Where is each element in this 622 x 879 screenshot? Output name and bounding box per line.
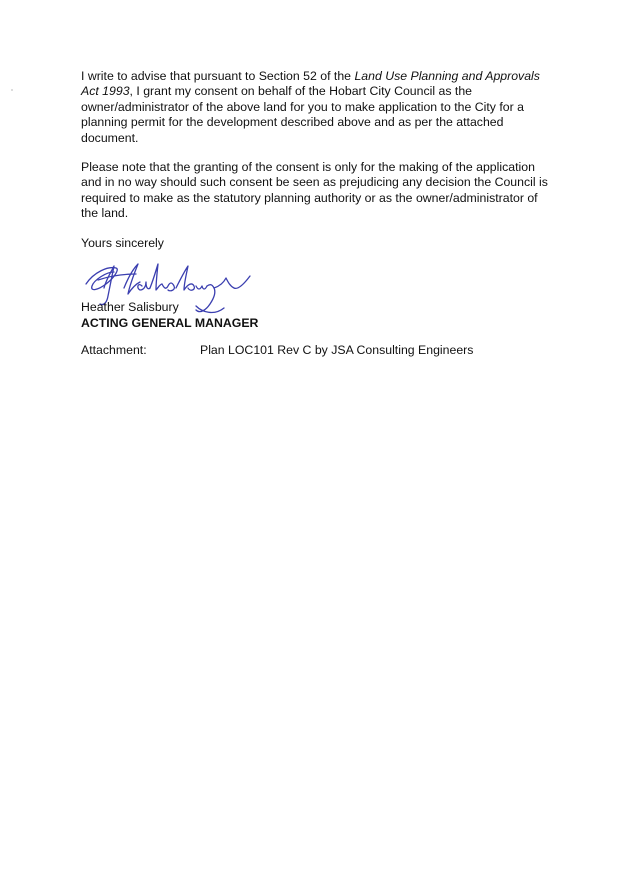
- signer-name: Heather Salisbury: [81, 300, 179, 314]
- attachment-label: Attachment:: [81, 343, 147, 357]
- signer-title: ACTING GENERAL MANAGER: [81, 316, 259, 330]
- note-paragraph: Please note that the granting of the consent is only for the making of the application and in no way should such consent be seen as prejudicing any decision the Council is required to make as the statutory planning authority or as the owner/administrator of the land.: [81, 160, 548, 221]
- consent-text-end: , I grant my consent on behalf of the Hobart City Council as the owner/administrator of the above land for you to make application to the City for a planning permit for the development described above and as per the attached document.: [81, 84, 524, 145]
- attachment-value: Plan LOC101 Rev C by JSA Consulting Engineers: [200, 343, 474, 357]
- scan-speck: [11, 89, 13, 91]
- act-title: Land Use Planning and Approvals Act 1993: [81, 69, 540, 99]
- closing-salutation: Yours sincerely: [81, 235, 164, 250]
- consent-paragraph: [81, 69, 551, 146]
- letter-body: [81, 69, 551, 251]
- consent-text-start: I write to advise that pursuant to Section 52 of the: [81, 69, 355, 83]
